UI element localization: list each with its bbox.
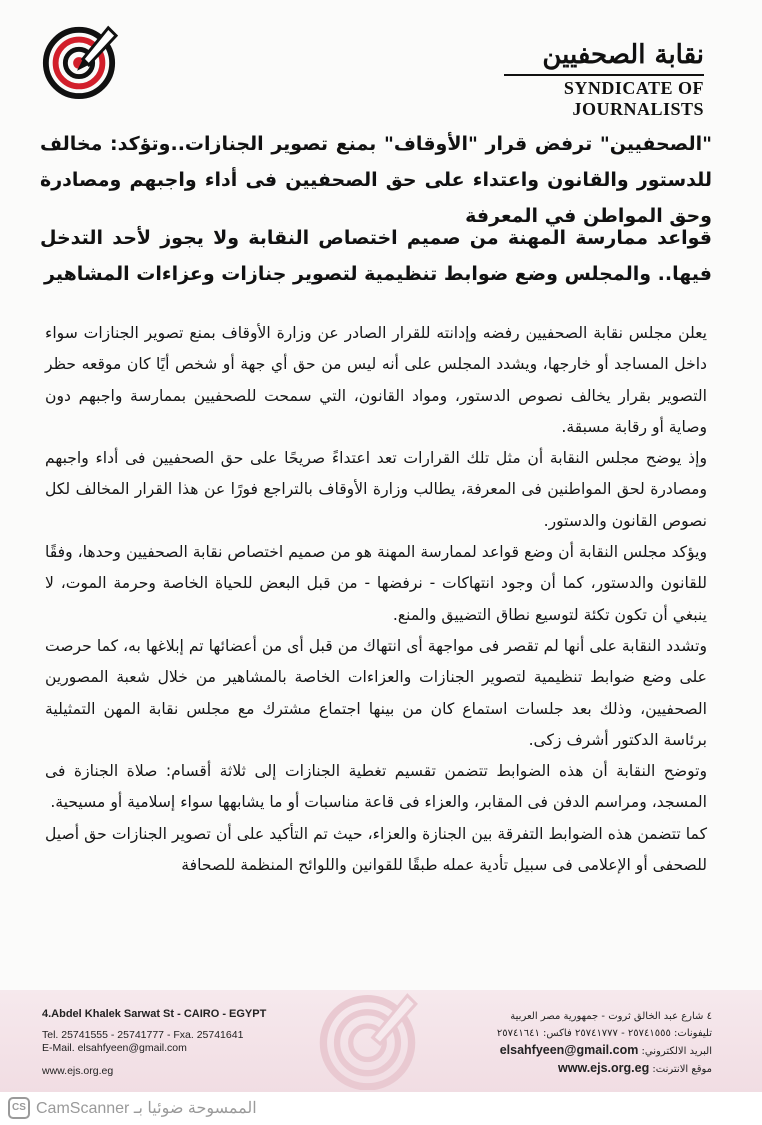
paragraph-1: يعلن مجلس نقابة الصحفيين رفضه وإدانته للقرار الصادر عن وزارة الأوقاف بمنع تصوير الجنازات سواء داخل المساجد أو خارجها، ويشدد المجلس على أنه ليس من حق أي جهة أو شخص أيًا كان موقعه حظر التصوير بقرار يخالف نصوص الدستور، ومواد القانون، التي سمحت للصحفيين بممارسة واجبهم دون وصاية أو رقابة مسبقة. [45, 324, 707, 436]
footer-web-row-ar [452, 1060, 712, 1078]
headline-primary: "الصحفيين" ترفض قرار "الأوقاف" بمنع تصوير الجنازات..وتؤكد: مخالف للدستور والقانون واعتداء على حق الصحفيين فى أداء واجبهم ومصادرة وحق المواطن في المعرفة [40, 133, 712, 227]
masthead-english: SYNDICATE OF JOURNALISTS [504, 74, 704, 120]
footer-watermark-logo-icon [315, 985, 420, 1090]
masthead [504, 40, 704, 120]
scanner-watermark-bar [0, 1092, 762, 1125]
footer-email-row-ar [452, 1042, 712, 1060]
footer-website-en: www.ejs.org.eg [42, 1065, 114, 1077]
footer-email-en: E-Mail. elsahfyeen@gmail.com [42, 1042, 187, 1054]
footer-email-ar: elsahfyeen@gmail.com [499, 1043, 639, 1057]
footer-address-ar: ٤ شارع عبد الخالق ثروت - جمهورية مصر العربية [510, 1011, 712, 1022]
headline-secondary: قواعد ممارسة المهنة من صميم اختصاص النقابة ولا يجوز لأحد التدخل فيها.. والمجلس وضع ضوابط تنظيمية لتصوير جنازات وعزاءات المشاهير [40, 227, 712, 285]
footer-contact-arabic [452, 1008, 712, 1078]
camscanner-label: CamScanner الممسوحة ضوئيا بـ [36, 1100, 257, 1117]
footer-website-ar: www.ejs.org.eg [558, 1061, 650, 1075]
paragraph-6: كما تتضمن هذه الضوابط التفرقة بين الجنازة والعزاء، حيث تم التأكيد على أن تصوير الجنازات حق أصيل للصحفى أو الإعلامى فى سبيل تأدية عمله طبقًا للقوانين واللوائح المنظمة للصحافة [45, 824, 707, 875]
paragraph-4: وتشدد النقابة على أنها لم تقصر فى مواجهة أى انتهاك من قبل أى من أعضائها تم إبلاغها به، كما حرصت على وضع ضوابط تنظيمية لتصوير الجنازات والعزاءات الخاصة بالمشاهير من خلال شعبة المصورين الصحفيين، وذلك بعد جلسات استماع كان من بينها اجتماع مشترك مع مجلس نقابة المهن التمثيلية برئاسة الدكتور أشرف زكى. [45, 636, 707, 749]
footer-web-label-ar: موقع الانترنت: [652, 1064, 712, 1075]
paragraph-3: ويؤكد مجلس النقابة أن وضع قواعد لممارسة المهنة هو من صميم اختصاص نقابة الصحفيين وحدها، وفقًا للقانون والدستور، كما أن وجود انتهاكات - نرفضها - من قبل البعض للحياة الخاصة وحرمة الموت، لا ينبغي أن تكون تكئة لتوسيع نطاق التضييق والمنع. [45, 543, 707, 624]
paragraph-2: وإذ يوضح مجلس النقابة أن مثل تلك القرارات تعد اعتداءً صريحًا على حق الصحفيين فى أداء واجبهم ومصادرة لحق المواطنين فى المعرفة، يطالب وزارة الأوقاف بالتراجع فورًا عن هذا القرار المخالف لكل نصوص القانون والدستور. [45, 449, 707, 530]
statement-body [45, 318, 707, 881]
footer-email-label-ar: البريد الالكتروني: [641, 1046, 712, 1057]
footer-phone-ar: تليفونات: ٢٥٧٤١٥٥٥ - ٢٥٧٤١٧٧٧ فاكس: ٢٥٧٤١٦٤١ [496, 1028, 712, 1039]
paragraph-5: وتوضح النقابة أن هذه الضوابط تتضمن تقسيم تغطية الجنازات إلى ثلاثة أقسام: صلاة الجنازة فى المسجد، ومراسم الدفن فى المقابر، والعزاء فى قاعة مناسبات أو ما يشابهها سواء إسلامية أو مسيحية. [45, 762, 707, 812]
camscanner-logo-icon: CS [8, 1097, 30, 1119]
masthead-arabic: نقابة الصحفيين [542, 40, 704, 70]
syndicate-logo-icon [40, 22, 118, 100]
footer-phone-en: Tel. 25741555 - 25741777 - Fxa. 25741641 [42, 1029, 244, 1041]
footer-contact-english [42, 1008, 272, 1078]
footer-address-en: 4.Abdel Khalek Sarwat St - CAIRO - EGYPT [42, 1008, 267, 1020]
